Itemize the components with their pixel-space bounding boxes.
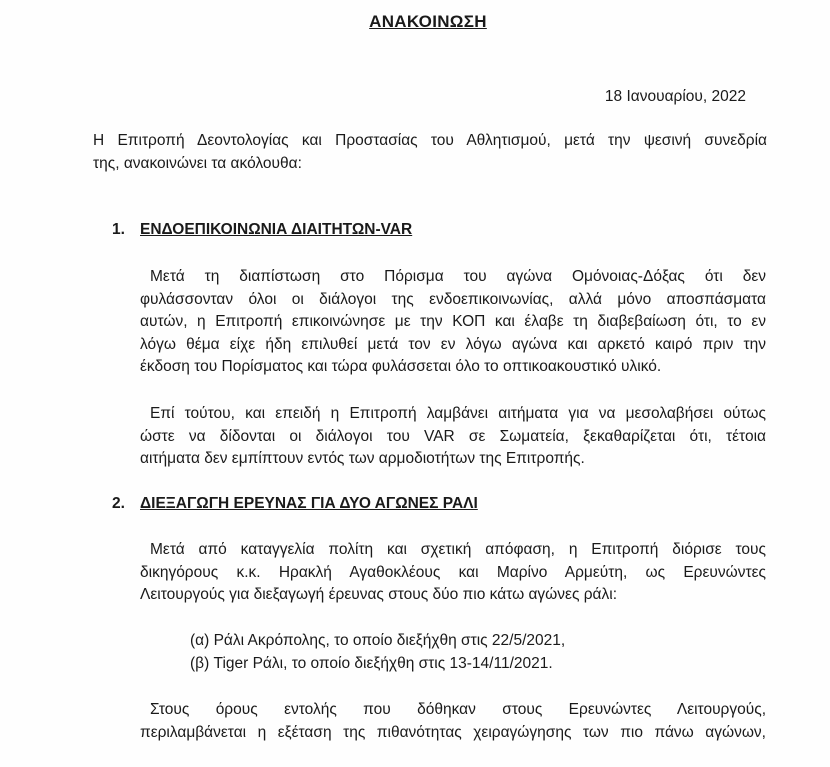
paragraph-line: περιλαμβάνεται η εξέταση της πιθανότητας χειραγώγησης των πιο πάνω αγώνων,	[140, 723, 766, 741]
document-title: ΑΝΑΚΟΙΝΩΣΗ	[369, 12, 487, 31]
list-item: (β) Tiger Ράλι, το οποίο διεξήχθη στις 13-14/11/2021.	[190, 654, 553, 672]
section-number: 2.	[112, 495, 125, 512]
section-1-heading	[112, 221, 412, 239]
paragraph-line: Λειτουργούς για διεξαγωγή έρευνας στους δύο πιο κάτω αγώνες ράλι:	[140, 586, 618, 603]
section-2-heading	[112, 495, 478, 513]
section-title: ΔΙΕΞΑΓΩΓΗ ΕΡΕΥΝΑΣ ΓΙΑ ΔΥΟ ΑΓΩΝΕΣ ΡΑΛΙ	[140, 495, 478, 512]
document-date: 18 Ιανουαρίου, 2022	[604, 88, 746, 105]
list-item: (α) Ράλι Ακρόπολης, το οποίο διεξήχθη στις 22/5/2021,	[190, 632, 566, 649]
paragraph-line: έκδοση του Πορίσματος και τώρα φυλάσσεται όλο το οπτικοακουστικό υλικό.	[140, 358, 662, 375]
intro-paragraph	[93, 129, 767, 175]
section-1-paragraph-1	[140, 266, 766, 379]
section-number: 1.	[112, 221, 125, 238]
section-1-paragraph-2	[140, 403, 766, 471]
paragraph-line: Μετά από καταγγελία πολίτη και σχετική απόφαση, η Επιτροπή διόρισε τους	[150, 541, 766, 558]
paragraph-line: λόγω θέμα είχε ήδη επιλυθεί μετά τον εν λόγω αγώνα και αρκετό καιρό πριν την	[140, 335, 766, 353]
intro-line: Η Επιτροπή Δεοντολογίας και Προστασίας του Αθλητισμού, μετά την ψεσινή συνεδρία	[93, 132, 767, 149]
paragraph-line: Στους όρους εντολής που δόθηκαν στους Ερευνώντες Λειτουργούς,	[150, 701, 766, 718]
paragraph-line: αυτών, η Επιτροπή επικοινώνησε με την ΚΟΠ και έλαβε τη διαβεβαίωση ότι, το εν	[140, 313, 766, 330]
intro-line: της, ανακοινώνει τα ακόλουθα:	[93, 155, 302, 172]
rally-list	[190, 630, 565, 675]
paragraph-line: ώστε να δίδονται οι διάλογοι του VAR σε Σωματεία, ξεκαθαρίζεται ότι, τέτοια	[140, 427, 766, 445]
paragraph-line: αιτήματα δεν εμπίπτουν εντός των αρμοδιοτήτων της Επιτροπής.	[140, 450, 585, 467]
paragraph-line: φυλάσσονταν όλοι οι διάλογοι της ενδοεπικοινωνίας, αλλά μόνο αποσπάσματα	[140, 290, 766, 308]
section-2-paragraph-1	[140, 539, 766, 607]
paragraph-line: Επί τούτου, και επειδή η Επιτροπή λαμβάνει αιτήματα για να μεσολαβήσει ούτως	[150, 405, 766, 422]
paragraph-line: Μετά τη διαπίστωση στο Πόρισμα του αγώνα Ομόνοιας-Δόξας ότι δεν	[150, 268, 766, 285]
paragraph-line: δικηγόρους κ.κ. Ηρακλή Αγαθοκλέους και Μαρίνο Αρμεύτη, ως Ερευνώντες	[140, 563, 766, 581]
section-title: ΕΝΔΟΕΠΙΚΟΙΝΩΝΙΑ ΔΙΑΙΤΗΤΩΝ-VAR	[140, 221, 413, 238]
section-2-paragraph-2	[140, 699, 766, 744]
